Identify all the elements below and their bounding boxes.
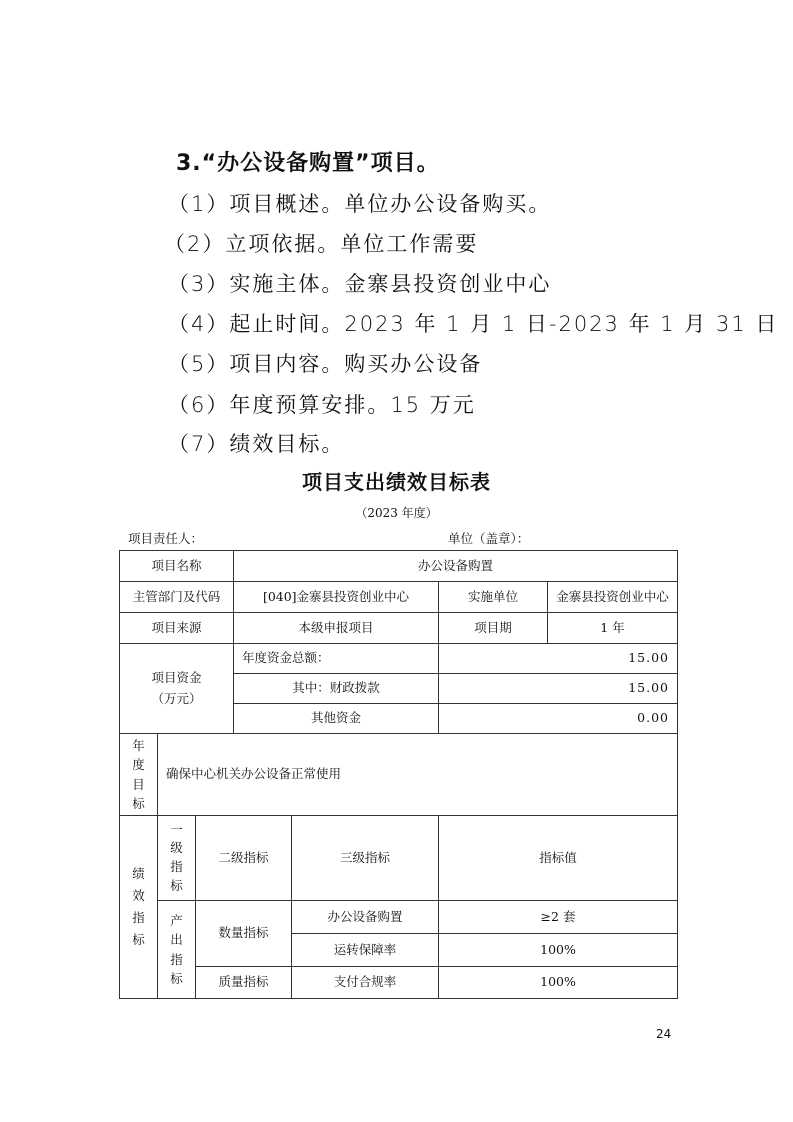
perf-label-char: 指 xyxy=(132,910,145,925)
period-value: 1 年 xyxy=(548,613,677,644)
perf-label-char: 标 xyxy=(132,931,145,947)
annual-goal-label xyxy=(120,734,158,816)
row1-level3: 办公设备购置 xyxy=(292,901,439,934)
annual-goal-char: 目 xyxy=(132,776,145,792)
table-year: （2023 年度） xyxy=(355,506,438,520)
perf-label xyxy=(120,816,158,998)
value-header: 指标值 xyxy=(439,816,677,901)
unit-label: 单位（盖章）： xyxy=(448,531,530,546)
level3-header: 三级指标 xyxy=(292,816,439,901)
paragraph-content: （5）项目内容。购买办公设备 xyxy=(168,352,483,376)
performance-table xyxy=(119,550,678,999)
paragraph-duration: （4）起止时间。2023 年 1 月 1 日-2023 年 1 月 31 日 xyxy=(168,312,779,336)
funds-other-value: 0.00 xyxy=(439,704,677,734)
section-title: 3.“办公设备购置”项目。 xyxy=(176,151,440,176)
level1-header-char: 一 xyxy=(170,821,183,837)
period-label: 项目期 xyxy=(439,613,548,644)
output-label-char: 出 xyxy=(170,932,183,948)
funds-label-line2: （万元） xyxy=(151,690,202,706)
impl-label: 实施单位 xyxy=(439,582,548,613)
table-title: 项目支出绩效目标表 xyxy=(302,470,491,494)
page-number: 24 xyxy=(656,1027,672,1041)
row3-level3: 支付合规率 xyxy=(292,967,439,998)
funds-fiscal-value: 15.00 xyxy=(439,674,677,704)
project-name-value: 办公设备购置 xyxy=(234,551,677,582)
funds-label xyxy=(120,644,234,734)
impl-value: 金寨县投资创业中心 xyxy=(548,582,677,613)
paragraph-goals: （7）绩效目标。 xyxy=(168,432,345,456)
output-label xyxy=(158,901,196,998)
perf-label-char: 效 xyxy=(132,888,145,904)
paragraph-budget: （6）年度预算安排。15 万元 xyxy=(168,393,476,417)
annual-goal-char: 标 xyxy=(132,795,145,811)
funds-total-value: 15.00 xyxy=(439,644,677,674)
funds-total-label: 年度资金总额： xyxy=(234,644,439,674)
funds-fiscal-label: 其中：财政拨款 xyxy=(234,674,439,704)
quality-label: 质量指标 xyxy=(196,967,292,998)
paragraph-overview: （1）项目概述。单位办公设备购买。 xyxy=(168,192,552,216)
row2-level3: 运转保障率 xyxy=(292,934,439,967)
output-label-char: 指 xyxy=(170,951,183,967)
row3-value: 100% xyxy=(540,974,576,990)
level1-header-char: 级 xyxy=(170,840,183,856)
output-label-char: 产 xyxy=(170,912,183,928)
annual-goal-char: 度 xyxy=(132,757,145,773)
responsible-label: 项目责任人： xyxy=(128,531,204,546)
annual-goal-value: 确保中心机关办公设备正常使用 xyxy=(158,734,677,816)
paragraph-implementer: （3）实施主体。金寨县投资创业中心 xyxy=(168,272,552,296)
row1-value: ≥2 套 xyxy=(439,901,677,934)
source-value: 本级申报项目 xyxy=(234,613,439,644)
source-label: 项目来源 xyxy=(120,613,234,644)
project-name-label: 项目名称 xyxy=(120,551,234,582)
level1-header-char: 标 xyxy=(170,877,183,893)
level2-header: 二级指标 xyxy=(196,816,292,901)
funds-label-line1: 项目资金 xyxy=(151,669,202,685)
quantity-label: 数量指标 xyxy=(196,901,292,967)
funds-other-label: 其他资金 xyxy=(234,704,439,734)
annual-goal-char: 年 xyxy=(132,737,145,753)
level1-header xyxy=(158,816,196,901)
paragraph-basis: （2）立项依据。单位工作需要 xyxy=(164,232,479,256)
row2-value: 100% xyxy=(439,934,677,967)
perf-label-char: 绩 xyxy=(132,866,145,882)
dept-label: 主管部门及代码 xyxy=(120,582,234,613)
output-label-char: 标 xyxy=(170,970,183,986)
dept-value: [040]金寨县投资创业中心 xyxy=(234,582,439,613)
level1-header-char: 指 xyxy=(170,859,183,874)
